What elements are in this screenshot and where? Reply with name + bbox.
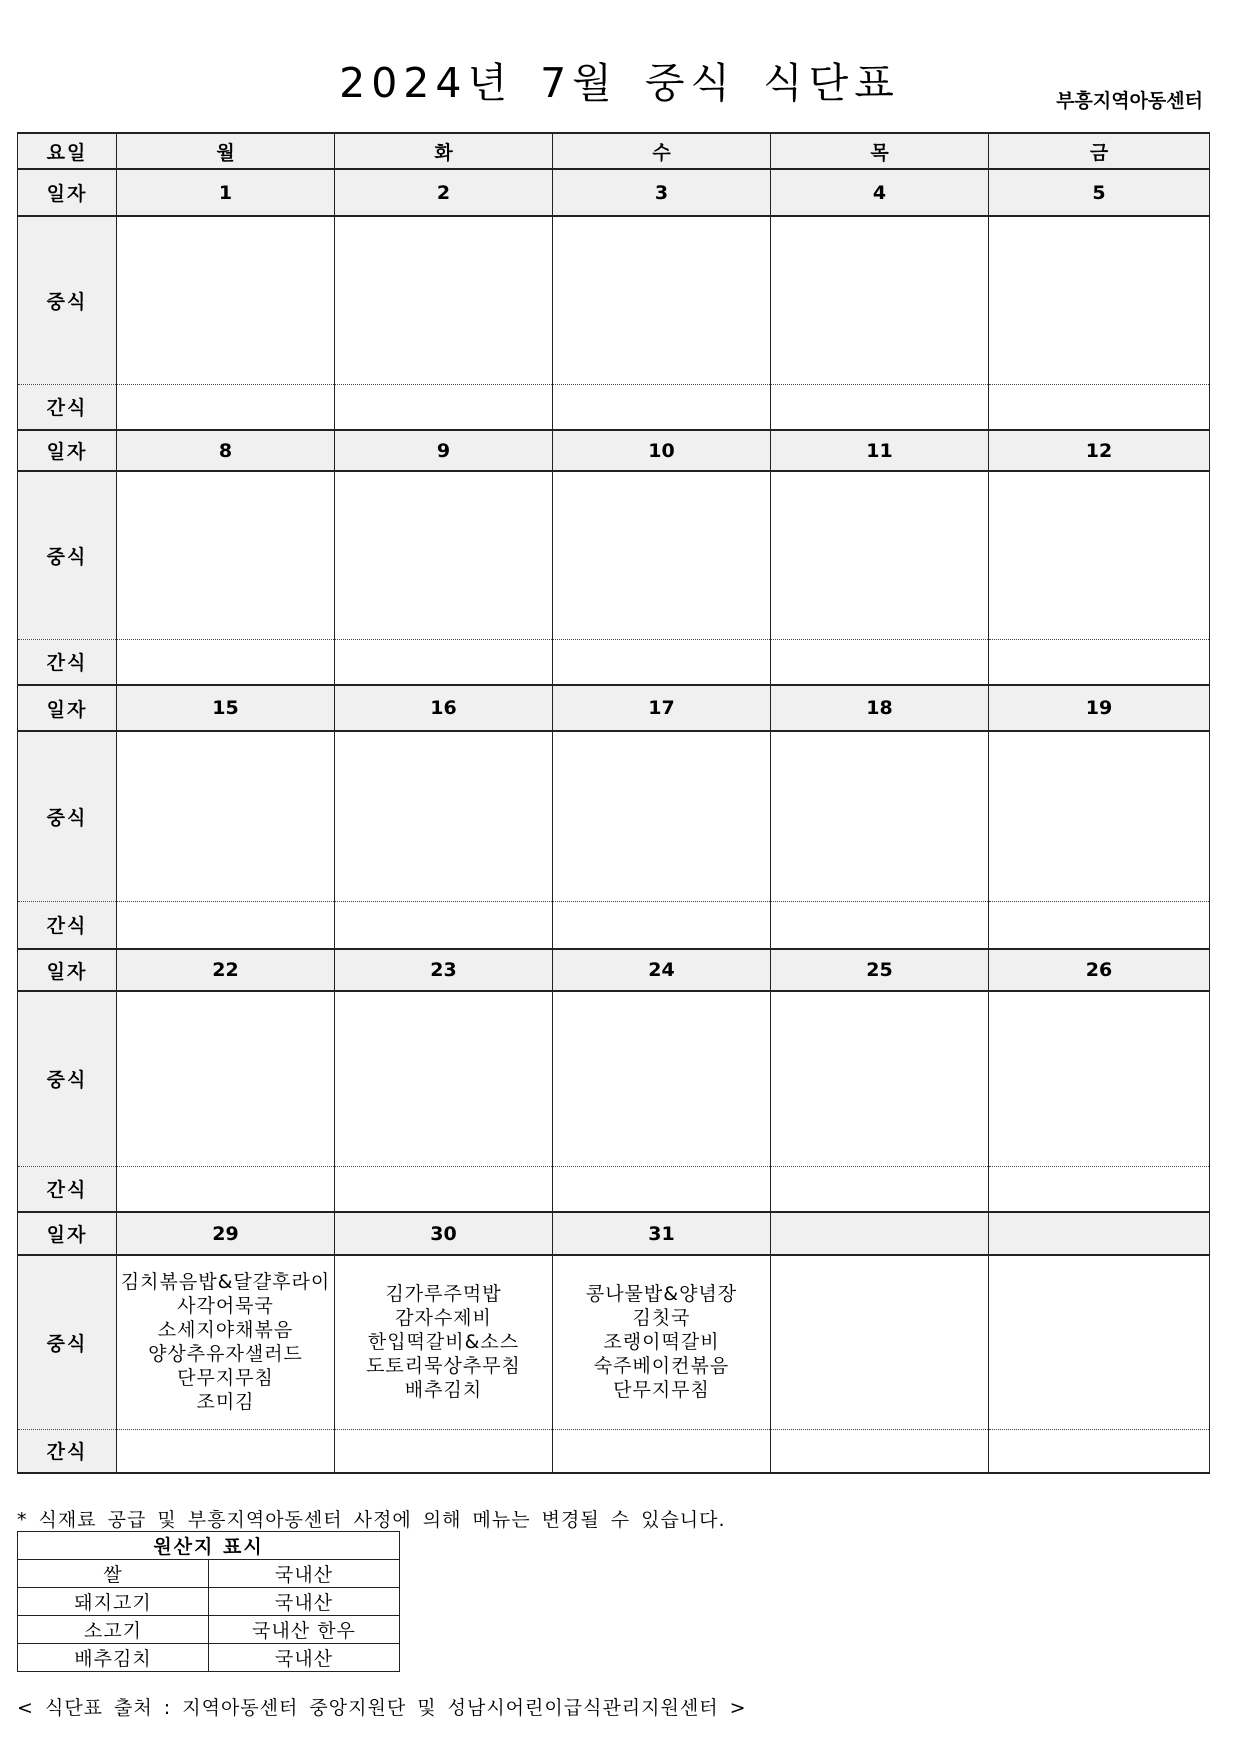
date-cell: 2: [335, 169, 553, 216]
lunch-row-label: 중식: [18, 731, 117, 901]
snack-cell: [771, 901, 989, 949]
origin-row: [18, 1560, 400, 1588]
lunch-cell: [771, 471, 989, 639]
date-row: [18, 685, 1210, 731]
date-row: [18, 1212, 1210, 1255]
lunch-cell: [771, 1255, 989, 1429]
date-cell: 23: [335, 949, 553, 991]
origin-country: 국내산: [209, 1560, 400, 1588]
lunch-row: [18, 731, 1210, 901]
date-cell: 30: [335, 1212, 553, 1255]
date-cell: 3: [553, 169, 771, 216]
center-name: 부흥지역아동센터: [1056, 90, 1203, 112]
date-cell: 25: [771, 949, 989, 991]
lunch-cell: [553, 471, 771, 639]
origin-title: 원산지 표시: [18, 1532, 400, 1560]
snack-cell: [553, 1166, 771, 1212]
lunch-row: [18, 216, 1210, 384]
date-cell: 11: [771, 430, 989, 471]
lunch-cell: [335, 991, 553, 1166]
snack-cell: [771, 384, 989, 430]
date-cell: 19: [989, 685, 1210, 731]
lunch-cell: [771, 216, 989, 384]
menu-item: 소세지야채볶음: [157, 1319, 294, 1342]
menu-source: < 식단표 출처 : 지역아동센터 중앙지원단 및 성남시어린이급식관리지원센터 >: [17, 1697, 747, 1719]
date-row: [18, 949, 1210, 991]
origin-country: 국내산: [209, 1644, 400, 1672]
lunch-cell: [771, 991, 989, 1166]
snack-cell: [989, 901, 1210, 949]
origin-item: 배추김치: [18, 1644, 209, 1672]
lunch-cell: [553, 731, 771, 901]
origin-country: 국내산 한우: [209, 1616, 400, 1644]
date-cell: 5: [989, 169, 1210, 216]
menu-item: 숙주베이컨볶음: [593, 1355, 730, 1378]
menu-item: 조랭이떡갈비: [603, 1331, 720, 1354]
origin-row: [18, 1588, 400, 1616]
lunch-row: [18, 1255, 1210, 1429]
snack-cell: [117, 1429, 335, 1473]
menu-item: 김가루주먹밥: [385, 1283, 502, 1306]
snack-cell: [117, 1166, 335, 1212]
snack-cell: [335, 639, 553, 685]
date-cell: 17: [553, 685, 771, 731]
menu-item: 단무지무침: [613, 1379, 710, 1402]
date-cell: 18: [771, 685, 989, 731]
page-title: 2024년 7월 중식 식단표: [339, 59, 900, 107]
lunch-row-label: 중식: [18, 991, 117, 1166]
lunch-row: [18, 991, 1210, 1166]
lunch-cell: [335, 471, 553, 639]
lunch-cell: [989, 1255, 1210, 1429]
snack-cell: [553, 901, 771, 949]
origin-table: [17, 1531, 400, 1672]
lunch-row-label: 중식: [18, 1255, 117, 1429]
menu-item: 감자수제비: [395, 1307, 492, 1330]
lunch-cell: [553, 1255, 771, 1429]
snack-row: [18, 639, 1210, 685]
date-cell: 8: [117, 430, 335, 471]
snack-row: [18, 1429, 1210, 1473]
lunch-row: [18, 471, 1210, 639]
lunch-row-label: 중식: [18, 471, 117, 639]
weekday-thu: 목: [771, 133, 989, 169]
snack-row-label: 간식: [18, 384, 117, 430]
lunch-cell: [117, 1255, 335, 1429]
date-cell: 22: [117, 949, 335, 991]
lunch-cell: [117, 731, 335, 901]
snack-cell: [117, 901, 335, 949]
change-notice: * 식재료 공급 및 부흥지역아동센터 사정에 의해 메뉴는 변경될 수 있습니다.: [17, 1509, 726, 1531]
date-cell: [771, 1212, 989, 1255]
menu-item: 도토리묵상추무침: [366, 1355, 521, 1378]
weekday-tue: 화: [335, 133, 553, 169]
date-row: [18, 430, 1210, 471]
date-row-label: 일자: [18, 169, 117, 216]
lunch-cell: [117, 216, 335, 384]
snack-row-label: 간식: [18, 639, 117, 685]
lunch-cell: [553, 991, 771, 1166]
weekday-header-row: [18, 133, 1210, 169]
lunch-cell: [989, 731, 1210, 901]
date-cell: 26: [989, 949, 1210, 991]
snack-cell: [117, 639, 335, 685]
lunch-cell: [989, 216, 1210, 384]
menu-item: 한입떡갈비&소스: [367, 1331, 520, 1354]
date-cell: 16: [335, 685, 553, 731]
snack-cell: [989, 1166, 1210, 1212]
lunch-cell: [117, 991, 335, 1166]
lunch-cell: [989, 991, 1210, 1166]
lunch-cell: [335, 731, 553, 901]
menu-item: 김치볶음밥&달걀후라이: [120, 1271, 331, 1294]
origin-item: 쌀: [18, 1560, 209, 1588]
date-row: [18, 169, 1210, 216]
lunch-row-label: 중식: [18, 216, 117, 384]
menu-item: 배추김치: [404, 1379, 483, 1402]
date-row-label: 일자: [18, 949, 117, 991]
menu-item: 김칫국: [632, 1307, 691, 1330]
snack-cell: [989, 639, 1210, 685]
date-cell: 15: [117, 685, 335, 731]
menu-item: 콩나물밥&양념장: [585, 1283, 738, 1306]
date-cell: 29: [117, 1212, 335, 1255]
snack-row: [18, 1166, 1210, 1212]
snack-row-label: 간식: [18, 901, 117, 949]
date-cell: 10: [553, 430, 771, 471]
date-row-label: 일자: [18, 430, 117, 471]
snack-cell: [335, 1166, 553, 1212]
weekday-mon: 월: [117, 133, 335, 169]
menu-item: 조미김: [196, 1391, 255, 1414]
origin-row: [18, 1616, 400, 1644]
snack-cell: [771, 639, 989, 685]
date-cell: 1: [117, 169, 335, 216]
date-row-label: 일자: [18, 1212, 117, 1255]
snack-row-label: 간식: [18, 1166, 117, 1212]
date-cell: 24: [553, 949, 771, 991]
lunch-cell: [771, 731, 989, 901]
menu-table: [17, 132, 1210, 1474]
menu-item: 양상추유자샐러드: [148, 1343, 303, 1366]
snack-cell: [335, 1429, 553, 1473]
snack-row-label: 간식: [18, 1429, 117, 1473]
snack-cell: [989, 1429, 1210, 1473]
origin-item: 소고기: [18, 1616, 209, 1644]
snack-cell: [117, 384, 335, 430]
snack-cell: [335, 901, 553, 949]
menu-item: 단무지무침: [177, 1367, 274, 1390]
origin-item: 돼지고기: [18, 1588, 209, 1616]
lunch-cell: [117, 471, 335, 639]
lunch-cell: [335, 1255, 553, 1429]
snack-cell: [771, 1166, 989, 1212]
weekday-fri: 금: [989, 133, 1210, 169]
snack-cell: [553, 1429, 771, 1473]
date-cell: 9: [335, 430, 553, 471]
snack-row: [18, 901, 1210, 949]
weekday-wed: 수: [553, 133, 771, 169]
lunch-cell: [989, 471, 1210, 639]
weekday-header-label: 요일: [18, 133, 117, 169]
date-cell: 4: [771, 169, 989, 216]
lunch-cell: [553, 216, 771, 384]
lunch-cell: [335, 216, 553, 384]
snack-row: [18, 384, 1210, 430]
date-cell: 31: [553, 1212, 771, 1255]
menu-item: 사각어묵국: [177, 1295, 274, 1318]
snack-cell: [553, 639, 771, 685]
snack-cell: [989, 384, 1210, 430]
origin-row: [18, 1644, 400, 1672]
snack-cell: [335, 384, 553, 430]
date-cell: 12: [989, 430, 1210, 471]
origin-country: 국내산: [209, 1588, 400, 1616]
date-row-label: 일자: [18, 685, 117, 731]
snack-cell: [553, 384, 771, 430]
date-cell: [989, 1212, 1210, 1255]
snack-cell: [771, 1429, 989, 1473]
